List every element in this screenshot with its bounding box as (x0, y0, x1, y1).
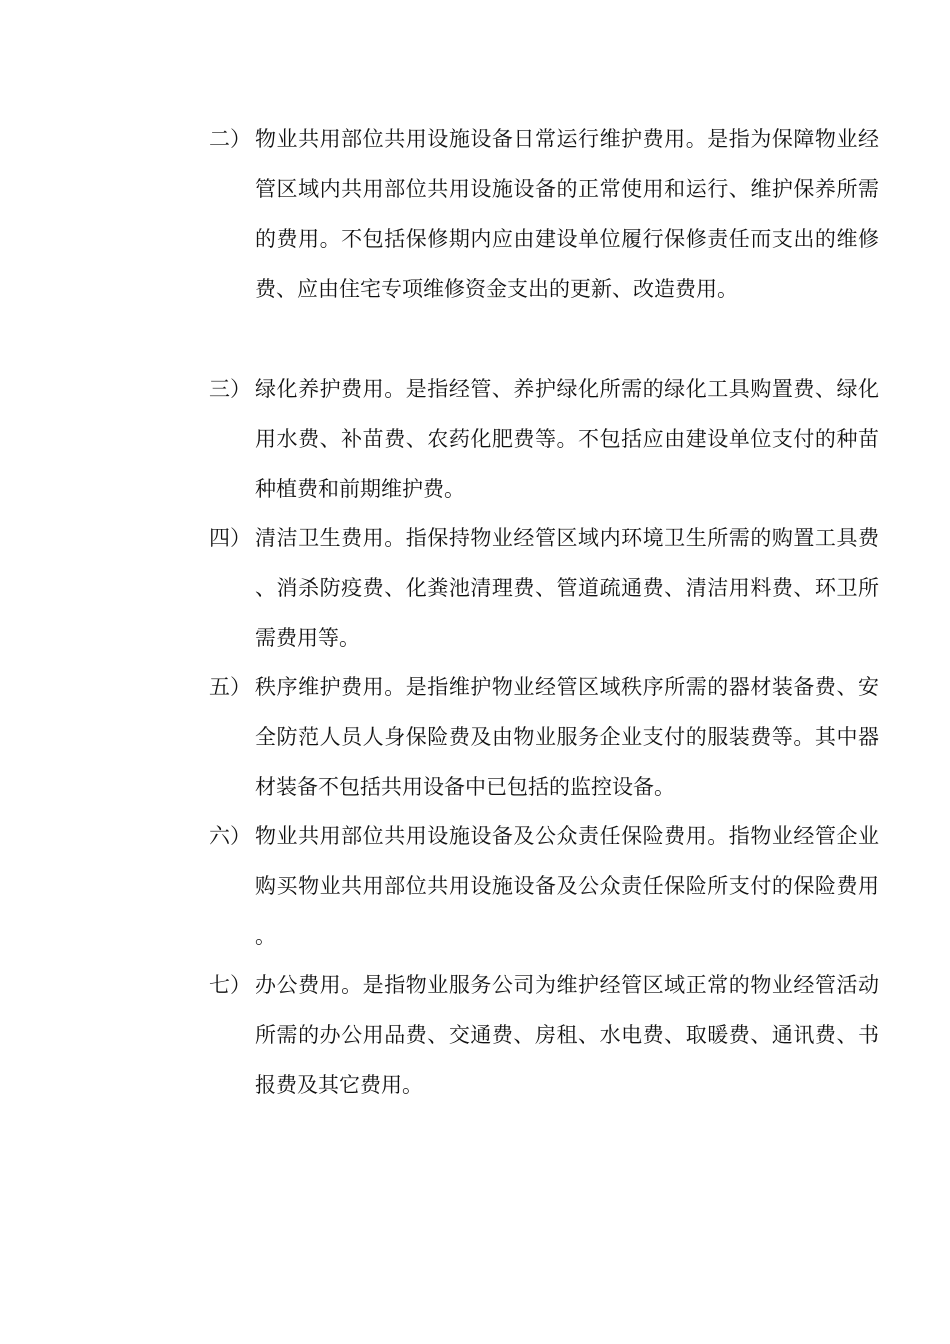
list-item (209, 364, 879, 514)
item-text: 清洁卫生费用。指保持物业经管区域内环境卫生所需的购置工具费、消杀防疫费、化粪池清理费、管道疏通费、清洁用料费、环卫所需费用等。 (255, 526, 879, 650)
list-item (209, 513, 879, 663)
item-number: 三） (209, 377, 251, 401)
item-number: 六） (209, 824, 251, 848)
list-item (209, 960, 879, 1110)
item-text: 物业共用部位共用设施设备及公众责任保险费用。指物业经管企业购买物业共用部位共用设施设备及公众责任保险所支付的保险费用。 (255, 824, 879, 948)
item-text: 物业共用部位共用设施设备日常运行维护费用。是指为保障物业经管区域内共用部位共用设施设备的正常使用和运行、维护保养所需的费用。不包括保修期内应由建设单位履行保修责任而支出的维修费、应由住宅专项维修资金支出的更新、改造费用。 (255, 127, 879, 301)
list-item (209, 811, 879, 961)
list-item (209, 662, 879, 812)
item-text: 绿化养护费用。是指经管、养护绿化所需的绿化工具购置费、绿化用水费、补苗费、农药化肥费等。不包括应由建设单位支付的种苗种植费和前期维护费。 (255, 377, 879, 501)
item-number: 五） (209, 675, 251, 699)
item-text: 秩序维护费用。是指维护物业经管区域秩序所需的器材装备费、安全防范人员人身保险费及由物业服务企业支付的服装费等。其中器材装备不包括共用设备中已包括的监控设备。 (255, 675, 879, 799)
item-number: 二） (209, 127, 251, 151)
item-number: 四） (209, 526, 251, 550)
item-number: 七） (209, 973, 251, 997)
list-item (209, 114, 879, 314)
item-text: 办公费用。是指物业服务公司为维护经管区域正常的物业经管活动所需的办公用品费、交通费、房租、水电费、取暖费、通讯费、书报费及其它费用。 (255, 973, 879, 1097)
